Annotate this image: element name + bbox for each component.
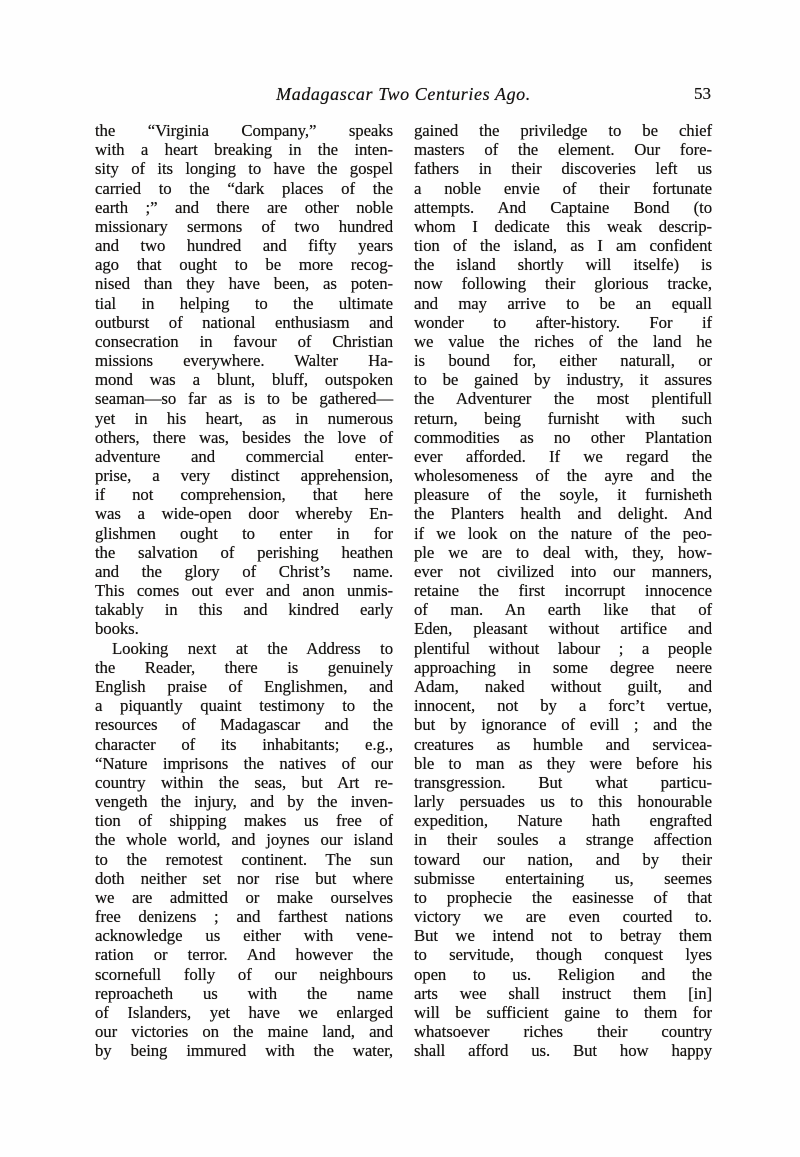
text-line: glishmen ought to enter in for <box>95 523 393 543</box>
text-line: innocent, not by a forc’t vertue, <box>414 696 712 716</box>
page-header <box>95 83 712 105</box>
text-line: but by ignorance of evill ; and the <box>414 715 712 735</box>
text-line: country within the seas, but Art re- <box>95 772 393 792</box>
text-line: expedition, Nature hath engrafted <box>414 811 712 831</box>
text-line: Looking next at the Address to <box>112 638 393 658</box>
text-line: toward our nation, and by their <box>414 849 712 869</box>
text-line: doth neither set nor rise but where <box>95 868 393 888</box>
text-line: earth ;” and there are other noble <box>95 197 393 217</box>
text-line: tion of shipping makes us free of <box>95 811 393 831</box>
text-line: fathers in their discoveries left us <box>414 159 712 179</box>
text-line: books. <box>95 619 139 639</box>
text-line: the “Virginia Company,” speaks <box>95 121 393 140</box>
text-line: ago that ought to be more recog- <box>95 255 393 275</box>
text-line: English praise of Englishmen, and <box>95 676 393 696</box>
text-line: to servitude, though conquest lyes <box>414 945 712 965</box>
text-line: if we look on the nature of the peo- <box>414 523 712 543</box>
text-line: prise, a very distinct apprehension, <box>95 466 393 486</box>
text-line: shall afford us. But how happy <box>414 1041 712 1061</box>
text-line: plentiful without labour ; a people <box>414 638 712 658</box>
text-line: and may arrive to be an equall <box>414 293 712 313</box>
text-line: ever not civilized into our manners, <box>414 561 712 581</box>
text-line: reproacheth us with the name <box>95 983 393 1003</box>
text-line: with a heart breaking in the inten- <box>95 140 393 160</box>
text-line: by being immured with the water, <box>95 1041 393 1061</box>
text-line: we are admitted or make ourselves <box>95 887 393 907</box>
text-line: if not comprehension, that here <box>95 485 393 505</box>
text-line: This comes out ever and anon unmis- <box>95 581 393 601</box>
text-line: commodities as no other Plantation <box>414 427 712 447</box>
text-line: victory we are even courted to. <box>414 907 712 927</box>
text-line: missions everywhere. Walter Ha- <box>95 351 393 371</box>
text-line: free denizens ; and farthest nations <box>95 907 393 927</box>
text-line: nised than they have been, as poten- <box>95 274 393 294</box>
text-line: the Reader, there is genuinely <box>95 657 393 677</box>
text-line: a noble envie of their fortunate <box>414 178 712 198</box>
text-line: arts wee shall instruct them [in] <box>414 983 712 1003</box>
right-column-lines <box>414 121 712 1060</box>
text-line: the Adventurer the most plentifull <box>414 389 712 409</box>
text-line: retaine the first incorrupt innocence <box>414 581 712 601</box>
text-line: the salvation of perishing heathen <box>95 542 393 562</box>
text-line: yet in his heart, as in numerous <box>95 408 393 428</box>
text-line: acknowledge us either with vene- <box>95 926 393 946</box>
text-line: tion of the island, as I am confident <box>414 236 712 256</box>
text-line: to be gained by industry, it assures <box>414 370 712 390</box>
text-line: masters of the element. Our fore- <box>414 140 712 160</box>
text-line: attempts. And Captaine Bond (to <box>414 197 712 217</box>
text-line: sity of its longing to have the gospel <box>95 159 393 179</box>
text-line: our victories on the maine land, and <box>95 1022 393 1042</box>
text-line: whom I dedicate this weak descrip- <box>414 216 712 236</box>
text-line: Eden, pleasant without artifice and <box>414 619 712 639</box>
text-line: creatures as humble and servicea- <box>414 734 712 754</box>
text-line: vengeth the injury, and by the inven- <box>95 792 393 812</box>
text-line: ever afforded. If we regard the <box>414 446 712 466</box>
text-line: character of its inhabitants; e.g., <box>95 734 393 754</box>
text-line: now following their glorious tracke, <box>414 274 712 294</box>
text-line: the whole world, and joynes our island <box>95 830 393 850</box>
text-line: and the glory of Christ’s name. <box>95 561 393 581</box>
text-line: wonder to after-history. For if <box>414 312 712 332</box>
text-line: ple we are to deal with, they, how- <box>414 542 712 562</box>
text-line: return, being furnisht with such <box>414 408 712 428</box>
text-line: submisse entertaining us, seemes <box>414 868 712 888</box>
text-line: pleasure of the soyle, it furnisheth <box>414 485 712 505</box>
text-line: we value the riches of the land he <box>414 331 712 351</box>
page-number: 53 <box>694 84 711 103</box>
text-line: open to us. Religion and the <box>414 964 712 984</box>
text-line: to the remotest continent. The sun <box>95 849 393 869</box>
text-line: of Islanders, yet have we enlarged <box>95 1002 393 1022</box>
text-line: will be sufficient gaine to them for <box>414 1002 712 1022</box>
text-line: takably in this and kindred early <box>95 600 393 620</box>
text-line: others, there was, besides the love of <box>95 427 393 447</box>
text-line: carried to the “dark places of the <box>95 178 393 198</box>
text-line: scornefull folly of our neighbours <box>95 964 393 984</box>
text-line: “Nature imprisons the natives of our <box>95 753 393 773</box>
text-line: transgression. But what particu- <box>414 772 712 792</box>
text-line: missionary sermons of two hundred <box>95 216 393 236</box>
text-line: ration or terror. And however the <box>95 945 393 965</box>
text-line: to prophecie the easinesse of that <box>414 887 712 907</box>
text-line: Adam, naked without guilt, and <box>414 676 712 696</box>
text-line: a piquantly quaint testimony to the <box>95 696 393 716</box>
text-line: of man. An earth like that of <box>414 600 712 620</box>
left-column-lines <box>95 121 393 1060</box>
text-line: seaman—so far as is to be gathered— <box>95 389 393 409</box>
text-line: and two hundred and fifty years <box>95 236 393 256</box>
text-line: gained the priviledge to be chief <box>414 121 712 140</box>
text-line: outburst of national enthusiasm and <box>95 312 393 332</box>
text-line: But we intend not to betray them <box>414 926 712 946</box>
text-line: in their soules a strange affection <box>414 830 712 850</box>
text-line: tial in helping to the ultimate <box>95 293 393 313</box>
text-line: consecration in favour of Christian <box>95 331 393 351</box>
text-line: approaching in some degree neere <box>414 657 712 677</box>
text-line: the Planters health and delight. And <box>414 504 712 524</box>
text-line: is bound for, either naturall, or <box>414 351 712 371</box>
text-line: resources of Madagascar and the <box>95 715 393 735</box>
text-line: whatsoever riches their country <box>414 1022 712 1042</box>
text-line: the island shortly will itselfe) is <box>414 255 712 275</box>
text-line: larly persuades us to this honourable <box>414 792 712 812</box>
text-line: ble to man as they were before his <box>414 753 712 773</box>
text-line: was a wide-open door whereby En- <box>95 504 393 524</box>
running-title: Madagascar Two Centuries Ago. <box>276 84 531 104</box>
text-line: adventure and commercial enter- <box>95 446 393 466</box>
text-line: wholesomeness of the ayre and the <box>414 466 712 486</box>
text-line: mond was a blunt, bluff, outspoken <box>95 370 393 390</box>
